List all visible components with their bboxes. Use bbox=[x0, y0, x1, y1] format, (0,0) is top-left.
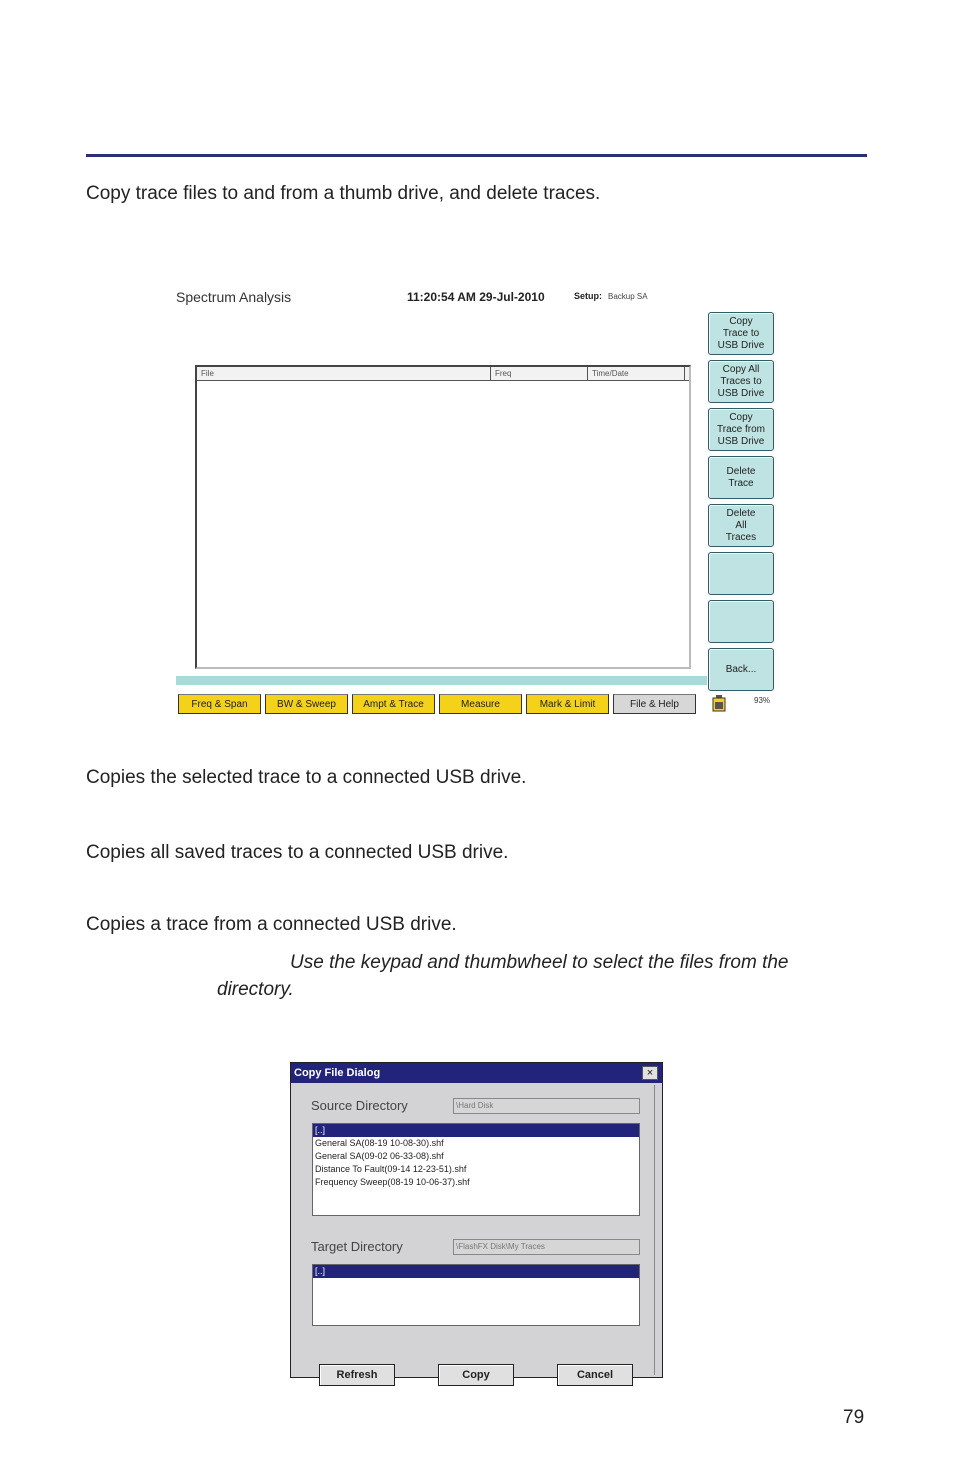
tab-file-help[interactable]: File & Help bbox=[613, 694, 696, 714]
tab-ampt-trace[interactable]: Ampt & Trace bbox=[352, 694, 435, 714]
setup-label: Setup: bbox=[574, 291, 602, 301]
spectrum-analysis-screenshot bbox=[176, 285, 778, 718]
list-header bbox=[197, 367, 689, 381]
delete-trace-button[interactable]: Delete Trace bbox=[708, 456, 774, 499]
target-directory-field[interactable]: \FlashFX Disk\My Traces bbox=[453, 1239, 640, 1255]
status-strip bbox=[176, 676, 707, 685]
list-item[interactable]: [..] bbox=[313, 1265, 639, 1278]
copy-trace-from-usb-button[interactable]: Copy Trace from USB Drive bbox=[708, 408, 774, 451]
setup-value: Backup SA bbox=[608, 292, 648, 301]
column-file[interactable]: File bbox=[197, 367, 491, 380]
column-time-date[interactable]: Time/Date bbox=[588, 367, 685, 380]
trace-file-list[interactable] bbox=[195, 365, 691, 669]
screen-title: Spectrum Analysis bbox=[176, 289, 292, 305]
list-item[interactable]: [..] bbox=[313, 1124, 639, 1137]
close-icon[interactable]: × bbox=[642, 1066, 658, 1080]
list-item[interactable]: General SA(09-02 06-33-08).shf bbox=[315, 1151, 444, 1161]
note-line-2: directory. bbox=[217, 979, 294, 1000]
header-rule bbox=[86, 154, 867, 157]
softkey-blank-2[interactable] bbox=[708, 600, 774, 643]
copy-all-traces-to-usb-button[interactable]: Copy All Traces to USB Drive bbox=[708, 360, 774, 403]
dialog-title: Copy File Dialog bbox=[294, 1067, 381, 1079]
source-directory-label: Source Directory bbox=[311, 1098, 408, 1113]
copy-button[interactable]: Copy bbox=[438, 1364, 514, 1386]
target-directory-label: Target Directory bbox=[311, 1239, 403, 1254]
page-number: 79 bbox=[843, 1407, 865, 1428]
refresh-button[interactable]: Refresh bbox=[319, 1364, 395, 1386]
dialog-body bbox=[294, 1085, 655, 1381]
target-file-list[interactable] bbox=[312, 1264, 640, 1326]
source-directory-field[interactable]: \Hard Disk bbox=[453, 1098, 640, 1114]
tab-bw-sweep[interactable]: BW & Sweep bbox=[265, 694, 348, 714]
intro-text: Copy trace files to and from a thumb drive, and delete traces. bbox=[86, 183, 601, 204]
source-file-list[interactable] bbox=[312, 1123, 640, 1216]
desc-copy-trace-to-usb: Copies the selected trace to a connected USB drive. bbox=[86, 767, 527, 788]
copy-trace-to-usb-button[interactable]: Copy Trace to USB Drive bbox=[708, 312, 774, 355]
battery-percent: 93% bbox=[754, 696, 771, 705]
copy-file-dialog bbox=[290, 1062, 663, 1381]
tab-freq-span[interactable]: Freq & Span bbox=[178, 694, 261, 714]
list-item[interactable]: Frequency Sweep(08-19 10-06-37).shf bbox=[315, 1177, 470, 1187]
list-item[interactable]: Distance To Fault(09-14 12-23-51).shf bbox=[315, 1164, 467, 1174]
tab-mark-limit[interactable]: Mark & Limit bbox=[526, 694, 609, 714]
dialog-title-bar bbox=[291, 1063, 662, 1083]
back-button[interactable]: Back... bbox=[708, 648, 774, 691]
cancel-button[interactable]: Cancel bbox=[557, 1364, 633, 1386]
desc-copy-all-traces: Copies all saved traces to a connected USB drive. bbox=[86, 842, 509, 863]
tab-measure[interactable]: Measure bbox=[439, 694, 522, 714]
column-freq[interactable]: Freq bbox=[491, 367, 588, 380]
battery-icon bbox=[712, 695, 726, 712]
clock: 11:20:54 AM 29-Jul-2010 bbox=[407, 290, 545, 304]
desc-copy-trace-from-usb: Copies a trace from a connected USB drive. bbox=[86, 914, 457, 935]
list-item[interactable]: General SA(08-19 10-08-30).shf bbox=[315, 1138, 444, 1148]
softkey-blank-1[interactable] bbox=[708, 552, 774, 595]
note-line-1: Use the keypad and thumbwheel to select the files from the bbox=[290, 952, 789, 973]
delete-all-traces-button[interactable]: Delete All Traces bbox=[708, 504, 774, 547]
